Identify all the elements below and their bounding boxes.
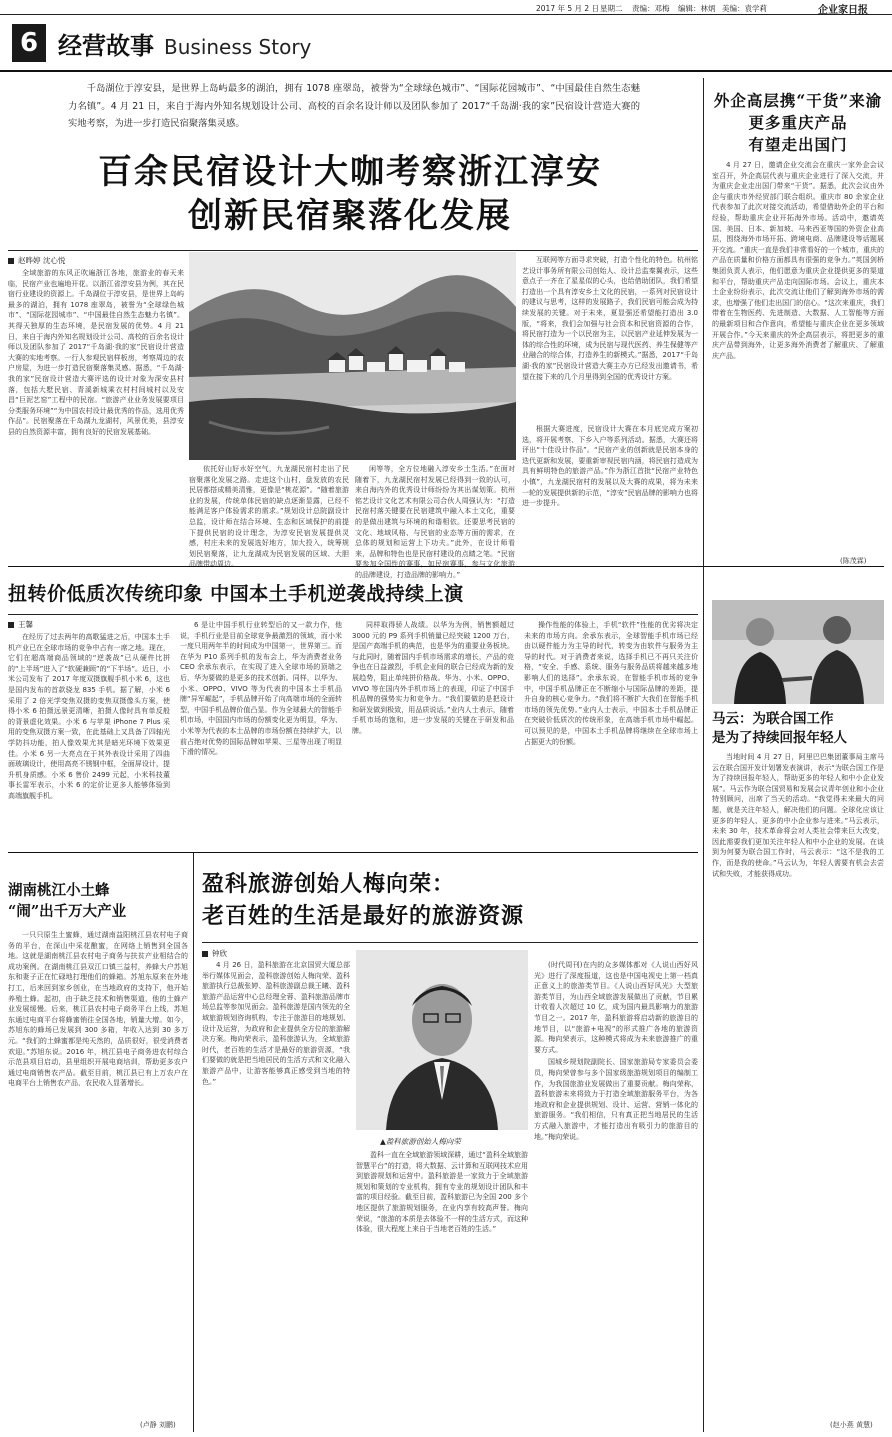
story3-col1 bbox=[202, 960, 350, 1426]
lead-col4 bbox=[522, 255, 698, 420]
story3-byline bbox=[202, 948, 227, 959]
page-number: 6 bbox=[19, 28, 39, 58]
lead-col1 bbox=[8, 268, 184, 558]
lead-col4-text: 互联网等方面寻求突破，打造个性化的特色。杭州铭艺设计事务所有限公司创始人、设计总监秦翼表示，这些意点子一齐在了星星似的心头，也给借助团队，我们希望打造出一个具有淳安乡土文化的民宿，一系列对民宿设计的建议与思考，这样的发展路子，我们民宿可能会成为持续发展的关键。对于未来，夏显强还希望能打造出 3.0 版，“将来，我们会加强与社会资本和民宿资源的合作，将民宿打造为一个以民宿为主，以民宿产业延伸发展为一体的综合性的环境，成为民宿与现代医药、养生保健等产业融合的综合体，打造养生的新模式。”据悉，2017“千岛湖·我的家”民宿设计营造大赛主办方已经发出邀请书，希望在接下来的几个月里得到全国的优秀设计方案。 bbox=[522, 256, 698, 381]
masthead-paper-name: 企业家日报 bbox=[818, 5, 868, 16]
lake-village-photo-icon bbox=[189, 252, 516, 460]
masthead-weekday: 星期二 bbox=[600, 4, 623, 13]
ma-yun-photo-icon bbox=[712, 600, 884, 704]
masthead-editor: 编辑：林炳 bbox=[678, 4, 716, 13]
sidebar-mid-title-line2: 是为了持续回报年轻人 bbox=[712, 730, 847, 746]
sidebar-top-title-line1: 外企高层携“干货”来渝 bbox=[713, 91, 883, 110]
story3-col2-text: 盈科一直在全域旅游领域深耕，通过“盈科全域旅游智慧平台”的打造，将大数据、云计算和互联网技术应用到旅游规划和运营中。盈科旅游是一家致力于全域旅游规划和策划的专业机构，拥有专业的规划设计团队和丰富的项目经验。截至目前，盈科旅游已为全国 200 多个地区提供了旅游规划服务，在业内享有较高声誉。梅向荣说，“旅游的本质是去体验不一样的生活方式，而这种体验，很大程度上来自于当地老百姓的生活。” bbox=[356, 1151, 528, 1234]
story3-title-line2: 老百姓的生活是最好的旅游资源 bbox=[202, 903, 525, 929]
sidebar-top-credit: (陈茂霖) bbox=[840, 557, 867, 565]
lead-title-line1: 百余民宿设计大咖考察浙江淳安 bbox=[98, 152, 602, 192]
sidebar-mid-title-line1: 马云：为联合国工作 bbox=[712, 711, 834, 727]
story3-col1-text: 4 月 26 日，盈科旅游在北京国贸大厦总部举行媒体见面会，盈科旅游创始人梅向荣、盈科旅游执行总裁张婷、盈科旅游副总裁王曦、盈科旅游产品运营中心总经理全蓉、盈科旅游品牌市场总监等参加见面会。盈科旅游是国内领先的全域旅游规划咨询机构，专注于旅游目的地规划、设计及运营，为政府和企业提供全方位的旅游解决方案。梅向荣表示，盈科旅游认为，全域旅游时代，老百姓的生活才是最好的旅游资源，“我们要做的就是把当地居民的生活方式和文化融入旅游产品中，让游客能够真正感受到当地的特色。” bbox=[202, 961, 350, 1086]
sidebar-top-title-line3: 有望走出国门 bbox=[748, 135, 848, 154]
page-header bbox=[0, 20, 892, 68]
story3-title bbox=[202, 868, 698, 932]
mei-photo-caption: ▲盈科旅游创始人梅向荣 bbox=[380, 1137, 461, 1146]
lead-col2 bbox=[189, 464, 349, 569]
byline-marker-icon bbox=[202, 951, 208, 957]
story2-col2-text: 6 是让中国手机行业转型后的又一款力作，他说，手机行业是目前全球竞争最激烈的领域，而小米一度只用两年半的时间成为中国第一，世界第三。而在华为 P10 系列手机的发布会上，华为消费者业务 CEO 余承东表示，在实现了进入全球市场的顶端之后，华为要做的是更多的技术创新。同样，以华为、小米、OPPO、VIVO 等为代表的中国本土手机品牌“异军崛起”，手机品牌开始了向高端市场的全面转型，中国手机品牌价值凸显。作为全球最大的智能手机市场，中国国内市场的份额变化更为明显，华为、小米等为代表的本土品牌的市场份额在持续扩大，以前占绝对优势的国际品牌如苹果、三星等出现了明显下滑的情况。 bbox=[180, 621, 342, 757]
masthead-date: 2017 年 5 月 2 日 bbox=[536, 4, 600, 13]
lead-col3 bbox=[355, 464, 515, 579]
byline-marker-icon bbox=[8, 258, 14, 264]
story2-col3 bbox=[352, 620, 514, 844]
section-title-en: Business Story bbox=[164, 35, 312, 59]
story3-col4-text: 国城乡规划院副院长、国家旅游局专家委员会委员，梅向荣曾参与多个国家级旅游规划项目的编制工作，为我国旅游业发展做出了重要贡献。梅向荣称，盈科旅游未来将致力于打造全域旅游服务平台，为各地政府和企业提供规划、设计、运营、营销一体化的旅游服务。“我们相信，只有真正把当地居民的生活方式融入旅游中，才能打造出有吸引力的旅游目的地。”梅向荣说。 bbox=[534, 1058, 698, 1141]
story2-col4-text: 操作性能的体验上，手机“软件”性能的优劣将决定未来的市场方向。余承东表示，全球智能手机市场已经由以硬件能力为主导的时代，转变为由软件与服务为主导的时代。对于消费者来说，选择手机已不再只关注价格，“安全、手感、系统、服务与服务品质将越来越多地影响人们的选择”。余承东说，在智能手机市场的竞争中，中国手机品牌正在不断缩小与国际品牌的差距，提升自身的核心竞争力。“我们将不断扩大我们在智能手机市场的领先优势。”业内人士表示，中国本土手机品牌正在突破价低质次的传统形象，在高端手机市场中崛起。可以预见的是，中国本土手机品牌将继续在全球市场上占据更大的份额。 bbox=[524, 621, 698, 746]
ma-yun-photo bbox=[712, 600, 884, 704]
sidebar-bottom-title bbox=[8, 880, 188, 922]
sidebar-bottom-credit: (卢静 刘鹏) bbox=[140, 1421, 176, 1429]
mei-portrait-photo bbox=[356, 950, 528, 1130]
story2-col1 bbox=[8, 632, 170, 844]
lead-col2-text: 依托好山好水好空气，九龙湖民宿村走出了民宿聚落化发展之路。走进这个山村，盘发放的农民民居都搭成精美清雅，更像是“桃花源”。“随着旅游业的发展，传统单体民宿的缺点逐渐显露，已经不能满足客户体验需求的需求。”规划设计总院副设计总监，设计师在结合环境、生态和区域保护的前提下提供民宿的设计理念，为淳安民宿发展提供灵感，村庄未来的发展选好地方，加大投入，统筹规划民宿聚落，让九龙湖成为民宿发展的区域、大胆品牌带动周边。 bbox=[189, 465, 349, 569]
story2-col3-text: 同样取得骄人战绩。以华为为例，销售额超过 3000 元的 P9 系列手机销量已经突破 1200 万台，是国产高端手机的典范，也是华为的重要业务板块。与此同时，随着国内手机市场需求的增长，产品的竞争也在日益激烈，手机企业间的联合已经成为新的发展趋势，阻止单纯拼价格战。华为、小米、OPPO、VIVO 等在国内外手机市场上的表现，印证了中国手机品牌的强势实力和竞争力。“我们要做的是把设计和研发做到极致，用品质说话。”业内人士表示，随着手机市场的饱和，进一步发展的关键在于研发和品牌。 bbox=[352, 621, 514, 735]
sidebar-mid-body bbox=[712, 752, 884, 1414]
story2-col2 bbox=[180, 620, 342, 844]
lake-village-photo bbox=[189, 252, 516, 460]
sidebar-bottom-body-text: 一只只原生土蜜蜂，通过湖南益阳桃江县农村电子商务的平台，在深山中采花酿蜜，在网络上销售到全国各地。这就是湖南桃江县农村电子商务与扶贫产业相结合的成功案例。在湖南桃江县双江口镇三益村，养蜂大户苏旭东和妻子正在忙碌地打理他们的蜂箱。苏旭东原来在外地打工，后来回到家乡创业，在当地政府的支持下，他开始养殖土蜂。起初，由于缺乏技术和销售渠道，他的土蜂产业发展缓慢。后来，桃江县农村电子商务平台上线，苏旭东通过电商平台将蜂蜜销往全国各地，销量大增。如今，苏旭东的蜂场已发展到 300 多箱，年收入达到 30 多万元。“我们的土蜂蜜都是纯天然的，品质很好，很受消费者欢迎。”苏旭东说。2016 年，桃江县电子商务进农村综合示范县项目启动，县里组织开展电商培训，帮助更多农户通过电商销售农产品。截至目前，桃江县已有上万农户在电商平台上销售农产品，农民收入显著增长。 bbox=[8, 931, 188, 1088]
sidebar-bottom-title-line1: 湖南桃江小土蜂 bbox=[8, 882, 110, 899]
lead-byline-text: 赵晔婷 沈心悦 bbox=[18, 256, 66, 265]
mei-portrait-photo-icon bbox=[356, 950, 528, 1130]
story3-title-line1: 盈科旅游创始人梅向荣： bbox=[202, 871, 456, 897]
story2-col1-text: 在经历了过去两年的高歌猛进之后，中国本土手机产业已在全球市场的竞争中占有一席之地。现在，它们在超高端商品领域的“逆袭战”已从硬件比拼的“上半场”进入了“软硬兼顾”的“下半场”。近日，小米公司发布了 2017 年度双摄旗舰手机小米 6，这也是国内发布的首款骁龙 835 手机。据了解，小米 6 采用了 2 倍光学变焦双摄的变焦双摄像头方案，使得小米 6 拍摄远景更清晰，拍摄人像时具有单反般的背景虚化效果。小米 6 与苹果 iPhone 7 Plus 采用的变焦双摄方案一致，在此基础上又具备了四轴光学防抖功能，拍人像效果尤其是暗光环境下效果更佳。小米 6 另一大亮点在于其外表设计采用了四曲面玻璃设计，使用高亮不锈钢中框，全面屏设计，提升机身质感。小米 6 售价 2499 元起，小米科技董事长雷军表示，小米 6 的定价让更多人能够体验到高端旗舰手机。 bbox=[8, 633, 170, 800]
sidebar-top-title-line2: 更多重庆产品 bbox=[748, 113, 848, 132]
page-number-box bbox=[12, 24, 46, 62]
lead-col5 bbox=[522, 424, 698, 558]
sidebar-top-title bbox=[712, 90, 884, 156]
sidebar-top-body bbox=[712, 160, 884, 554]
story3-col3 bbox=[534, 960, 698, 1426]
lead-byline bbox=[8, 255, 65, 266]
story2-col4 bbox=[524, 620, 698, 844]
lead-title-line2: 创新民宿聚落化发展 bbox=[188, 196, 512, 236]
lead-col5-text: 根据大赛进度，民宿设计大赛在本月底完成方案初选，将开展考察、下乡入户等系列活动。据悉，大赛还将评出“十佳设计作品”。“民宿产业的创新就是民宿本身的迭代更新和发展，要重新审视民宿内涵，将民宿打造成为具有鲜明特色的旅游产品。”作为浙江首批“民宿产业特色小镇”，九龙湖民宿村的发展以及大赛的成果，将为未来一轮的发展提供新的示范，“淳安”民宿品牌的影响力也将进一步提升。 bbox=[522, 425, 698, 508]
masthead bbox=[0, 0, 892, 14]
sidebar-mid-title bbox=[712, 710, 884, 748]
story3-col3-text: (时代周刊)在内的众多媒体都对《人说山西好风光》进行了深度报道，这也是中国电视史上第一档真正意义上的旅游类节目。《人说山西好风光》大型旅游类节目，为山西全域旅游发展做出了贡献，节目累计收看人次超过 10 亿，成为国内最具影响力的旅游节目之一。2017 年，盈科旅游将启动新的旅游目的地节目，以“旅游+电视”的形式推广各地的旅游资源。梅向荣表示，这种模式将成为未来旅游推广的重要方式。 bbox=[534, 961, 698, 1054]
masthead-editor-duty: 责编：邓梅 bbox=[632, 4, 670, 13]
section-title-cn: 经营故事 bbox=[58, 31, 154, 60]
sidebar-bottom-title-line2: “闹”出千万大产业 bbox=[8, 903, 127, 920]
story2-byline bbox=[8, 619, 33, 630]
sidebar-top-body-text: 4 月 27 日，邀请企业交流会在重庆一家外企会议室召开，外企高层代表与重庆企业进行了深入交流，并为重庆企业走出国门带来“干货”。据悉，此次会议由外企与重庆市外经贸部门联合组织。重庆市 80 余家企业代表参加了此次对接交流活动，希望借助外企的平台和经验，帮助重庆企业开拓海外市场。活动中，邀请英国、美国、日本、新加坡、马来西亚等国的外资企业高层，围绕海外市场开拓、跨境电商、品牌建设等话题展开交流。“重庆一直是我们非常看好的一个城市，重庆的产品在质量和价格方面都具有很强的竞争力。”英国剑桥集团负责人表示，他们愿意为重庆企业提供更多的渠道和平台，帮助重庆产品走向国际市场。会议上，重庆本土企业纷纷表示，此次交流让他们了解到海外市场的需求，也增强了他们走出国门的信心。“这次来重庆，我们带着在生物医药、先进制造、大数据、人工智能等方面的最新项目和合作意向，希望能与重庆企业在更多领域开展合作。”今天来重庆的外企高层表示，将把更多的重庆产品带到海外，让更多海外消费者了解重庆、了解重庆产品。 bbox=[712, 161, 884, 360]
lead-col3-text: 闲等等，全方位地融入淳安乡土生活。”在面对随着下，九龙湖民宿村发展已经得到一致的认可，来自海内外的优秀设计师纷纷为其出谋划策。杭州铭艺设计文化艺术有限公司合伙人周强认为：“打造民宿村落关键要在民宿建筑中融入本土文化，重要的是做出建筑与环境的和谐相依。还要思考民宿的文化、地域风格、与民宿的业态等方面的需求，在总体的规划和运营上下功夫。”此外，在设计师看来，品牌和特色也是民宿村建设的点睛之笔。“民宿要参加全国性的赛事，如民宿赛事，参与文化旅游的品牌建设，打造品牌的影响力。” bbox=[355, 465, 515, 579]
lead-intro: 千岛湖位于淳安县，是世界上岛屿最多的湖泊，拥有 1078 座翠岛，被誉为“全球绿色城市”、“国际花园城市”、“中国最佳自然生态魅力名镇”。4 月 21 日，来自于海内外知名规划设计公司、高校的百余名设计师以及团队参加了 2017“千岛湖·我的家”民宿设计营造大赛的实地考察，为进一步打造民宿聚落集灵感。 bbox=[68, 83, 640, 129]
byline-marker-icon bbox=[8, 622, 14, 628]
lead-title bbox=[30, 150, 670, 238]
section-title bbox=[58, 26, 311, 61]
story2-byline-text: 王馨 bbox=[18, 620, 33, 629]
masthead-designer: 美编：袁学莉 bbox=[722, 4, 767, 13]
story3-col2 bbox=[356, 1150, 528, 1426]
lead-col1-text: 全域旅游的东风正吹遍浙江各地，旅游业的春天来临，民宿产业也遍地开花。以浙江省淳安县为例，其在民宿行业建设的资源上。千岛湖位于淳安县，是世界上岛屿最多的湖泊，拥有 1078 座翠岛，被誉为“全球绿色城市”、“国际花园城市”、“中国最佳自然生态魅力名镇”。其得天独厚的生态环境，是民宿发展的优势。4 月 21 日，来自于海内外知名规划设计公司、高校的百余名设计师以及团队参加了 2017“千岛湖·我的家”民宿设计营造大赛的实地考察。一行人参观民宿样板房，考察周边的农户房屋，为进一步打造民宿聚落集灵感。据悉，“千岛湖·我的家”民宿设计营造大赛评选的设计对象为深安县村落，包括大墅民宿、青溪新城乘衣村村间城村以及安昌“巨泥艺窑”工程中的民宿。“旅游产业业务发展要项目分类服务环境”“为中国农村设计最优秀的作品，选用优秀作品”。民宿聚落在千岛湖九龙湖村，风景优美，县淳安县的自然资源丰富，拥有良好的民宿发展基础。 bbox=[8, 269, 184, 436]
story3-byline-text: 钟欣 bbox=[212, 949, 227, 958]
sidebar-mid-body-text: 当地时间 4 月 27 日，阿里巴巴集团董事局主席马云在联合国开发计划署发表演讲，表示“为联合国工作是为了持续回报年轻人，帮助更多的年轻人和中小企业发展”。马云作为联合国贸易和发展会议青年创业和小企业特别顾问，出席了当天的活动。“我觉得未来最大的问题，就是关注年轻人，解决他们的问题。全球化应该让更多的年轻人、更多的中小企业参与进来。”马云表示，未来 30 年，技术革命将会对人类社会带来巨大改变，因此需要我们更加关注年轻人和中小企业的发展。在谈到为何要为联合国工作时，马云表示：“这不是我的工作，而是我的使命。”马云认为，年轻人需要有机会去尝试和失败，才能获得成功。 bbox=[712, 753, 884, 878]
sidebar-bottom-body bbox=[8, 930, 188, 1418]
story2-title: 扭转价低质次传统印象 中国本土手机逆袭战持续上演 bbox=[8, 583, 464, 605]
sidebar-mid-credit: (赵小燕 黄慧) bbox=[830, 1421, 873, 1429]
